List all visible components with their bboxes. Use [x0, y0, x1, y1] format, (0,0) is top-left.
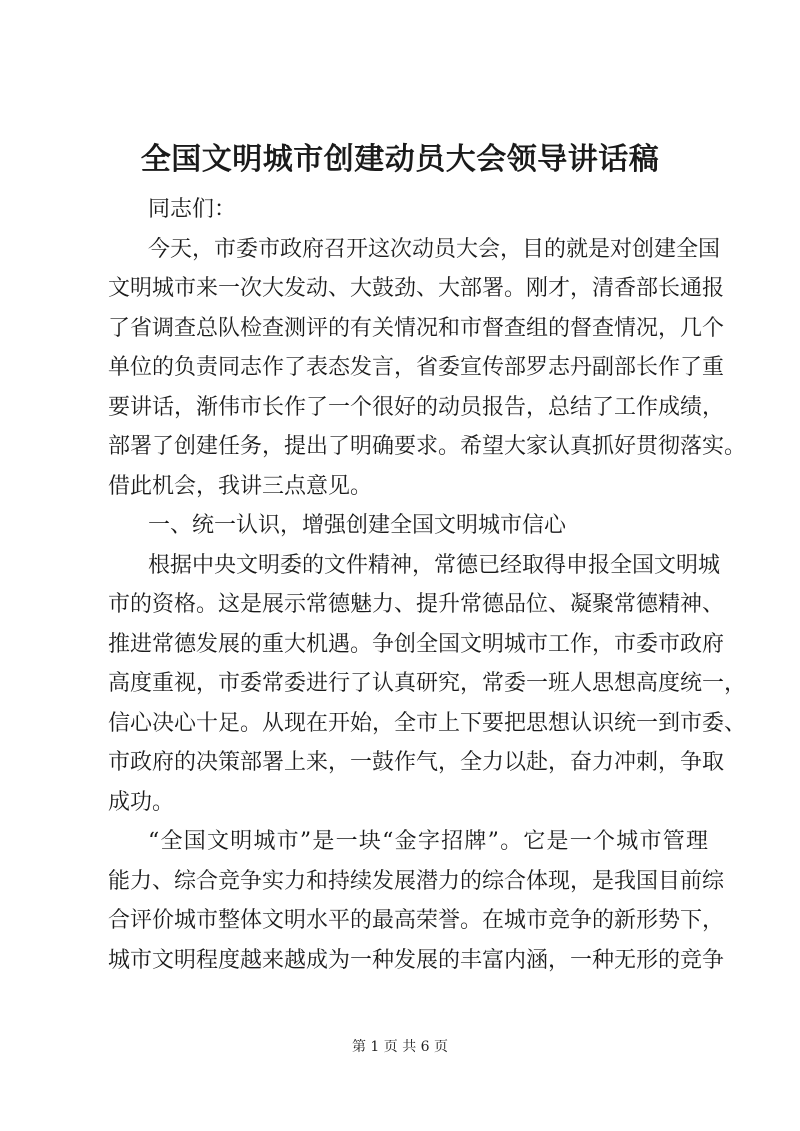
document-title: 全国文明城市创建动员大会领导讲话稿: [140, 142, 660, 177]
text-line: 推进常德发展的重大机遇。争创全国文明城市工作，市委市政府: [108, 631, 725, 657]
text-line: 部署了创建任务，提出了明确要求。希望大家认真抓好贯彻落实。: [108, 434, 747, 459]
text-line: 借此机会，我讲三点意见。: [108, 473, 373, 499]
text-line: 根据中央文明委的文件精神，常德已经取得申报全国文明城: [148, 552, 721, 578]
text-line: 能力、综合竞争实力和持续发展潜力的综合体现，是我国目前综: [108, 868, 725, 894]
text-line: 信心决心十足。从现在开始，全市上下要把思想认识统一到市委、: [108, 710, 747, 736]
text-line: 城市文明程度越来越成为一种发展的丰富内涵，一种无形的竞争: [108, 947, 725, 973]
text-line: 文明城市来一次大发动、大鼓劲、大部署。刚才，清香部长通报: [108, 276, 725, 301]
text-line: 合评价城市整体文明水平的最高荣誉。在城市竞争的新形势下，: [108, 908, 725, 933]
text-line: 今天，市委市政府召开这次动员大会，目的就是对创建全国: [148, 236, 721, 262]
text-line: 市政府的决策部署上来，一鼓作气，全力以赴，奋力冲刺，争取: [108, 750, 725, 775]
text-line: “全国文明城市”是一块“金字招牌”。它是一个城市管理: [148, 829, 708, 854]
page-footer: 第 1 页 共 6 页: [351, 1039, 449, 1055]
text-line: 市的资格。这是展示常德魅力、提升常德品位、凝聚常德精神、: [108, 592, 725, 617]
text-line: 一、统一认识，增强创建全国文明城市信心: [148, 513, 567, 538]
text-line: 了省调查总队检查测评的有关情况和市督查组的督查情况，几个: [108, 315, 725, 341]
text-line: 成功。: [108, 789, 175, 815]
text-line: 同志们：: [148, 197, 237, 222]
text-line: 要讲话，渐伟市长作了一个很好的动员报告，总结了工作成绩，: [108, 394, 725, 420]
document-body: [108, 190, 747, 980]
text-line: 高度重视，市委常委进行了认真研究，常委一班人思想高度统一，: [108, 671, 747, 696]
text-line: 单位的负责同志作了表态发言，省委宣传部罗志丹副部长作了重: [108, 355, 725, 380]
